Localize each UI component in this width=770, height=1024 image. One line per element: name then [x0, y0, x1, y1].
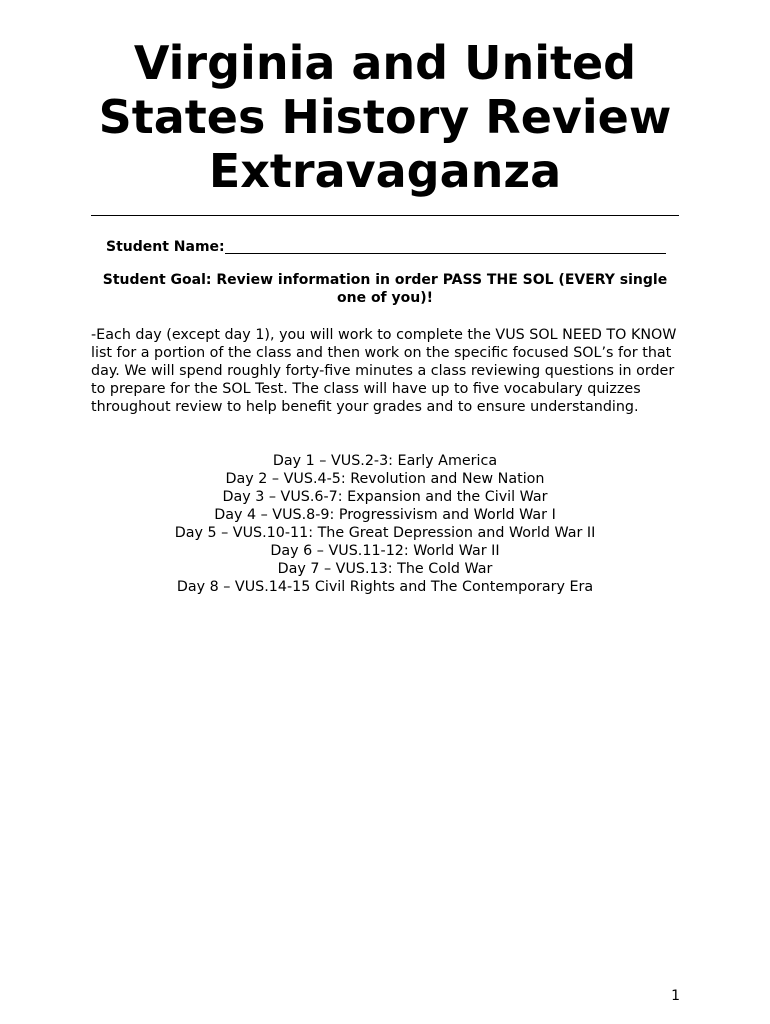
review-schedule: [91, 452, 679, 596]
schedule-item: Day 2 – VUS.4-5: Revolution and New Nation: [225, 471, 545, 487]
student-goal: Student Goal: Review information in order PASS THE SOL (EVERY single one of you)!: [102, 272, 668, 306]
schedule-item: Day 5 – VUS.10-11: The Great Depression and World War II: [174, 525, 596, 541]
schedule-item: Day 8 – VUS.14-15 Civil Rights and The Contemporary Era: [176, 579, 594, 595]
intro-paragraph: -Each day (except day 1), you will work to complete the VUS SOL NEED TO KNOW list for a portion of the class and then work on the specific focused SOL’s for that day. We will spend roughly forty-five minutes a class reviewing questions in order to prepare for the SOL Test. The class will have up to five vocabulary quizzes throughout review to help benefit your grades and to ensure understanding.: [91, 327, 677, 415]
student-name-field: [106, 236, 666, 256]
page-number: 1: [671, 988, 680, 1004]
schedule-item: Day 1 – VUS.2-3: Early America: [272, 453, 498, 469]
title-line: Extravaganza: [208, 144, 562, 198]
schedule-item: Day 4 – VUS.8-9: Progressivism and World War I: [214, 507, 556, 523]
title-line: States History Review: [98, 90, 672, 144]
student-name-blank-line: [225, 253, 666, 254]
title-line: Virginia and United: [133, 36, 637, 90]
schedule-item: Day 3 – VUS.6-7: Expansion and the Civil War: [222, 489, 548, 505]
title-divider: [91, 215, 679, 216]
document-title: [60, 36, 710, 198]
schedule-item: Day 7 – VUS.13: The Cold War: [277, 561, 493, 577]
schedule-item: Day 6 – VUS.11-12: World War II: [270, 543, 500, 559]
student-name-label: Student Name:: [106, 239, 225, 255]
